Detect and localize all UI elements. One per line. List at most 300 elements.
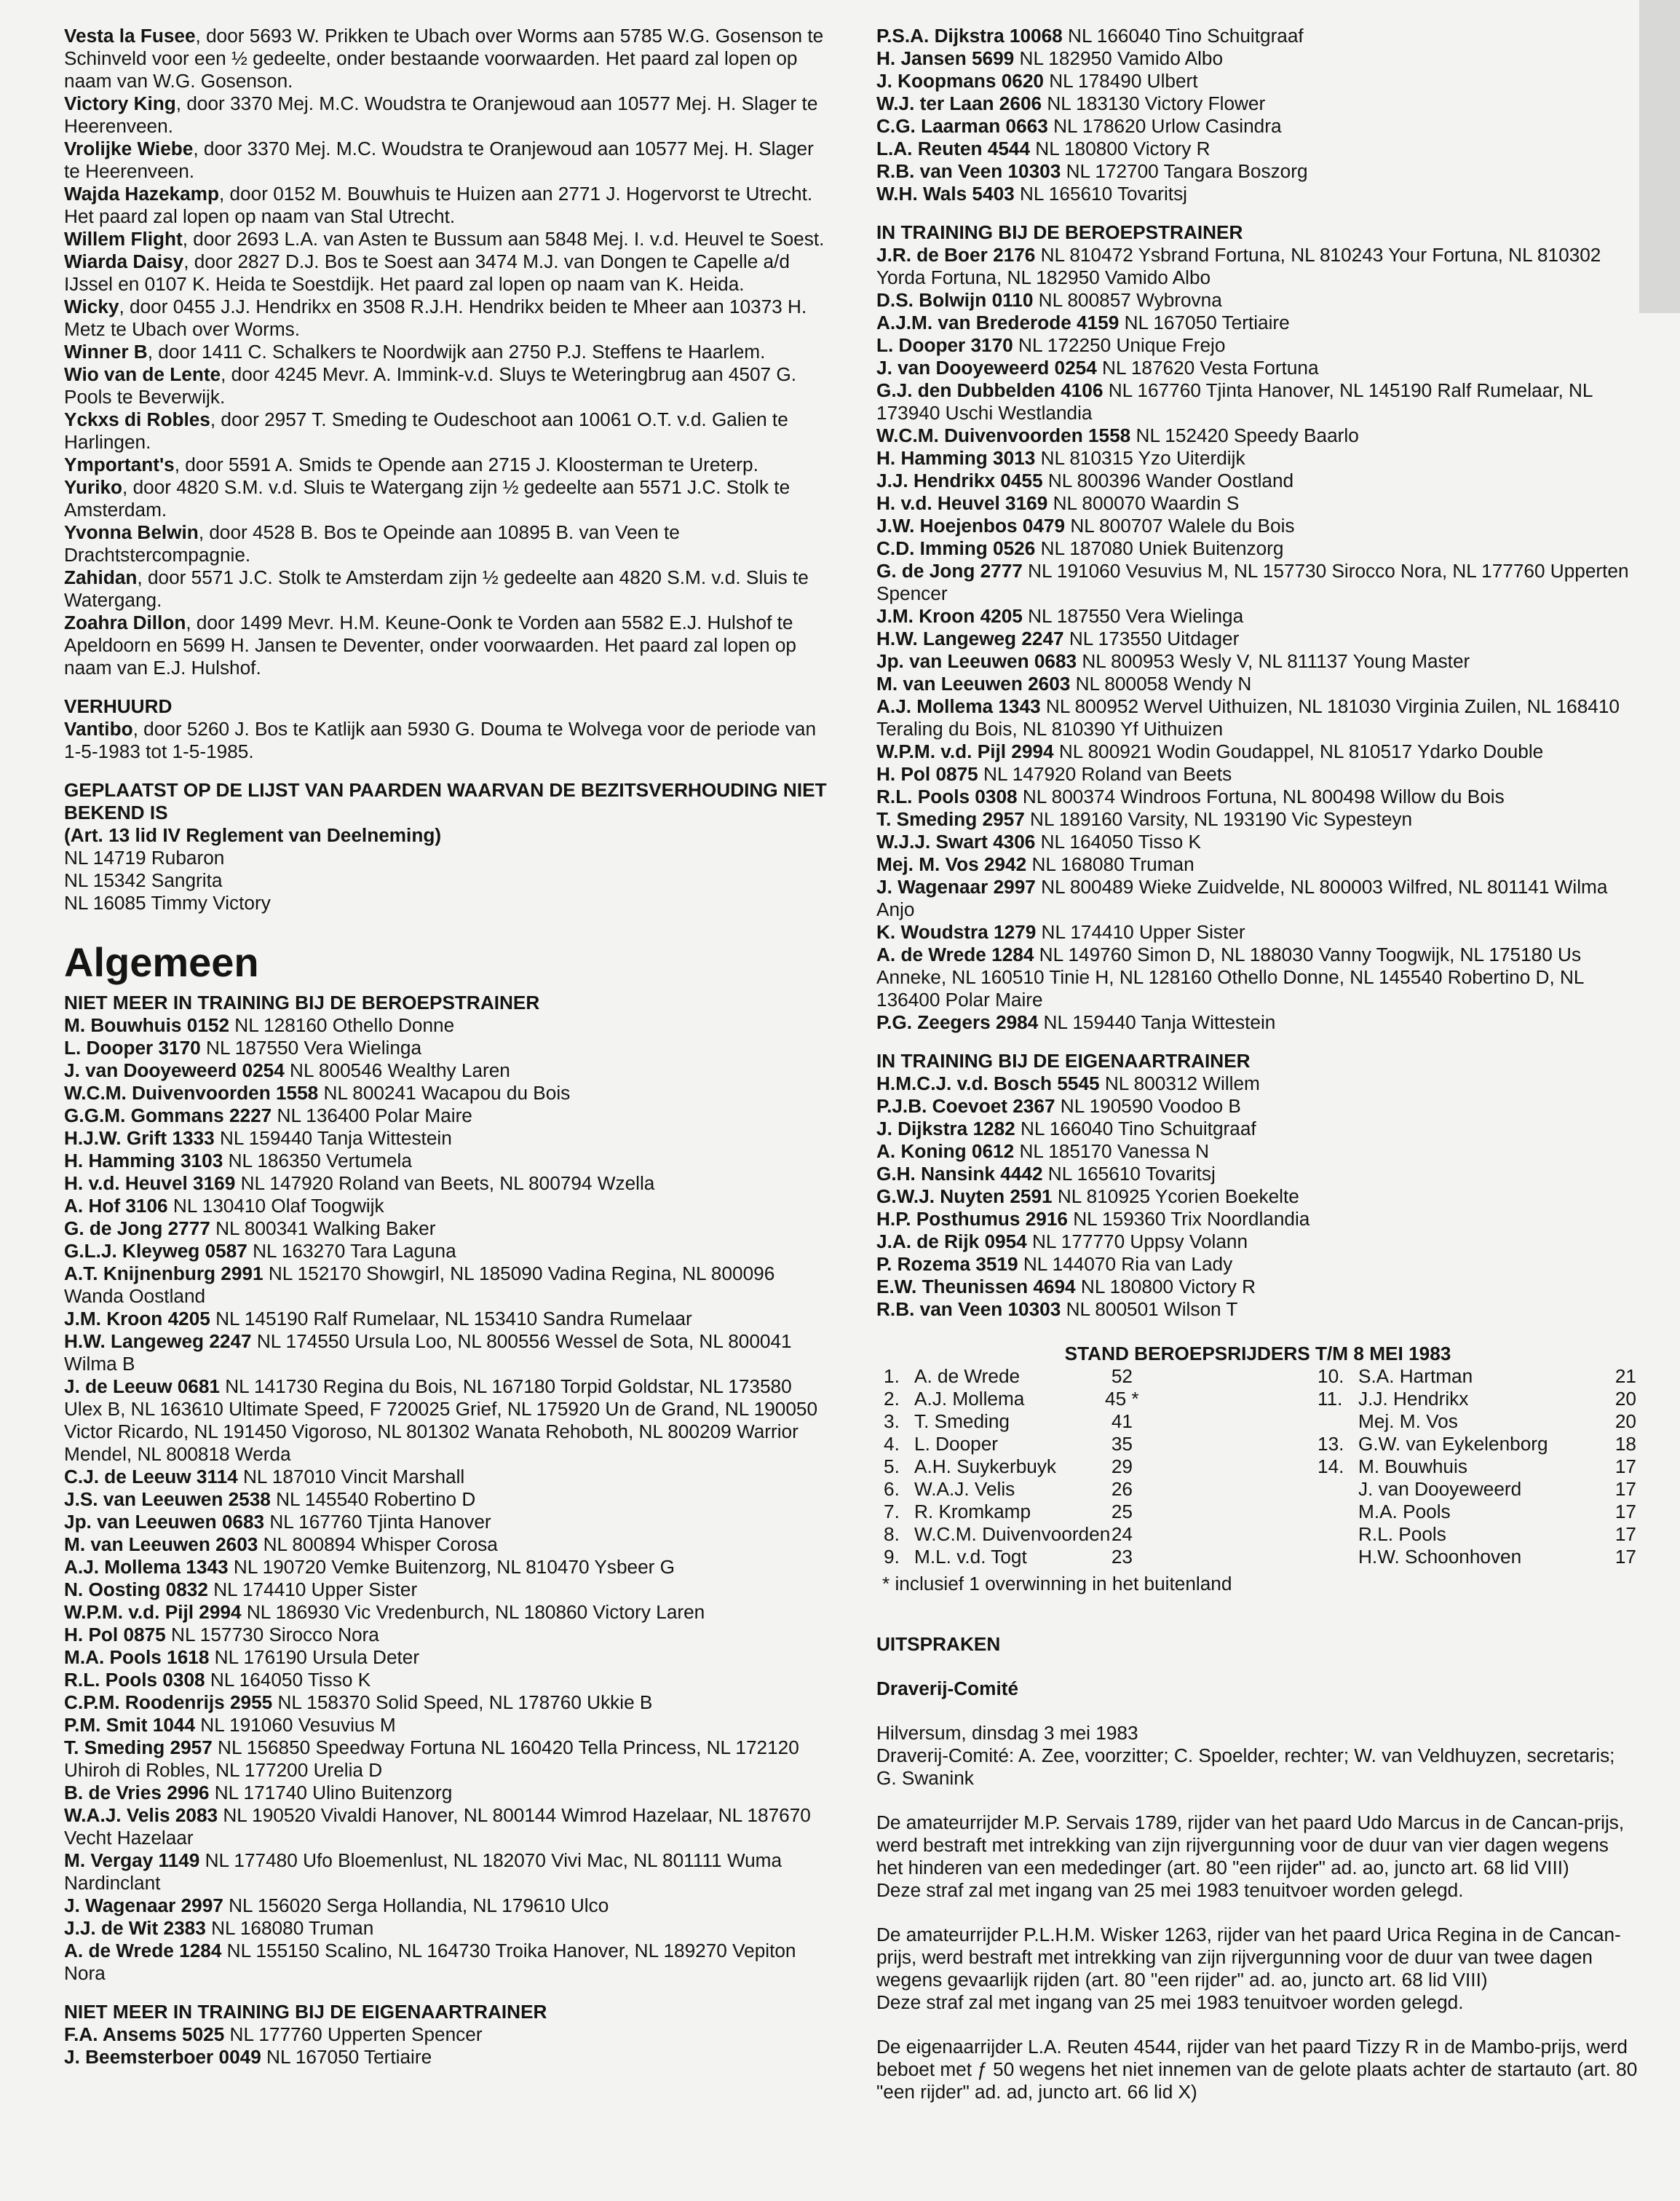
entry-name: Jp. van Leeuwen 0683 [64, 1511, 265, 1533]
entry-text: , door 5571 J.C. Stolk te Amsterdam zijn ½ gedeelte aan 4820 S.M. v.d. Sluis te Watergang. [64, 566, 809, 611]
entry-name: Wicky [64, 296, 119, 317]
stand-row [876, 1478, 1639, 1501]
entry-text: NL 172700 Tangara Boszorg [1061, 160, 1308, 182]
uitspraken-heading: UITSPRAKEN [876, 1633, 1001, 1655]
entry-name: Zahidan [64, 566, 138, 588]
algemeen-title: Algemeen [64, 939, 259, 985]
verdict-2: De amateurrijder P.L.H.M. Wisker 1263, rijder van het paard Urica Regina in de Cancan-prijs, werd bestraft met intrekking van zijn rijvergunning voor de duur van twee dagen wegens gevaarlijk rijden (art. 80 "een rijder" ad. ao, juncto art. 68 lid VIII) [876, 1924, 1621, 1991]
list-entry [876, 115, 1639, 138]
stand-wins: 52 [1111, 1365, 1133, 1387]
entry-name: H. Hamming 3103 [64, 1150, 223, 1171]
entry-name: T. Smeding 2957 [876, 808, 1025, 830]
entry-name: J. Dijkstra 1282 [876, 1118, 1015, 1139]
list-entry [64, 1127, 830, 1150]
stand-wins: 17 [1614, 1546, 1636, 1568]
entry-name: A. Hof 3106 [64, 1195, 168, 1217]
list-entry [876, 447, 1639, 470]
list-entry [876, 1208, 1639, 1230]
entry-text: NL 177770 Uppsy Volann [1026, 1230, 1248, 1252]
list-entry [64, 228, 830, 250]
entry-text: NL 187550 Vera Wielinga [1022, 605, 1244, 627]
stand-row [876, 1501, 1639, 1523]
list-entry [64, 1014, 830, 1037]
list-entry [64, 1105, 830, 1127]
continued-list [876, 25, 1639, 205]
entry-name: G.L.J. Kleyweg 0587 [64, 1240, 247, 1262]
meeting-members: Draverij-Comité: A. Zee, voorzitter; C. Spoelder, rechter; W. van Veldhuyzen, secretaris; G. Swanink [876, 1744, 1615, 1789]
entry-name: Wiarda Daisy [64, 250, 184, 272]
list-entry [876, 244, 1639, 289]
entry-text: NL 166040 Tino Schuitgraaf [1062, 25, 1304, 47]
entry-text: , door 4245 Mevr. A. Immink-v.d. Sluys te Weteringbrug aan 4507 G. Pools te Beverwijk. [64, 363, 796, 408]
entry-name: P.M. Smit 1044 [64, 1714, 196, 1736]
stand-wins: 17 [1614, 1501, 1636, 1522]
entry-name: A. de Wrede 1284 [876, 944, 1034, 965]
list-entry: NL 15342 Sangrita [64, 869, 223, 891]
stand-rank: 13. [1318, 1433, 1344, 1455]
list-entry [876, 138, 1639, 160]
entry-name: Wio van de Lente [64, 363, 221, 385]
list-entry [64, 1917, 830, 1940]
entry-text: NL 167760 Tjinta Hanover, NL 145190 Ralf Rumelaar, NL 173940 Uschi Westlandia [876, 379, 1593, 424]
stand-name: M.L. v.d. Togt [914, 1546, 1027, 1568]
entry-text: NL 157730 Sirocco Nora [165, 1624, 379, 1645]
list-entry [876, 183, 1639, 205]
entry-text: NL 128160 Othello Donne [229, 1014, 455, 1036]
list-entry [64, 1488, 830, 1511]
list-entry [64, 1308, 830, 1330]
stand-name: R. Kromkamp [914, 1501, 1031, 1522]
entry-name: A.J. Mollema 1343 [64, 1556, 229, 1578]
list-entry [64, 476, 830, 521]
entry-name: H. v.d. Heuvel 3169 [64, 1172, 236, 1194]
entry-name: W.C.M. Duivenvoorden 1558 [876, 424, 1131, 446]
entry-text: NL 186350 Vertumela [223, 1150, 412, 1171]
list-entry [876, 1011, 1639, 1034]
entry-name: G.J. den Dubbelden 4106 [876, 379, 1104, 401]
stand-wins: 25 [1111, 1501, 1133, 1522]
entry-text: NL 164050 Tisso K [1035, 831, 1201, 853]
entry-text: , door 4528 B. Bos te Opeinde aan 10895 B. van Veen te Drachtstercompagnie. [64, 521, 680, 566]
entry-name: J. van Dooyeweerd 0254 [64, 1059, 285, 1081]
list-entry [64, 138, 830, 183]
stand-rank: 11. [1318, 1388, 1343, 1410]
list-entry [876, 357, 1639, 379]
verhuurd-list [64, 718, 830, 763]
entry-text: NL 810472 Ysbrand Fortuna, NL 810243 Your Fortuna, NL 810302 Yorda Fortuna, NL 182950 Vamido Albo [876, 244, 1601, 288]
verdict-2-note: Deze straf zal met ingang van 25 mei 1983 tenuitvoer worden gelegd. [876, 1991, 1464, 2013]
entry-name: W.J.J. Swart 4306 [876, 831, 1036, 853]
entry-text: , door 5260 J. Bos te Katlijk aan 5930 G. Douma te Wolvega voor de periode van 1-5-1983 tot 1-5-1985. [64, 718, 817, 762]
stand-wins: 20 [1614, 1410, 1636, 1432]
entry-name: K. Woudstra 1279 [876, 921, 1037, 943]
stand-row [876, 1410, 1639, 1433]
entry-text: NL 180800 Victory R [1075, 1276, 1256, 1297]
list-entry [876, 515, 1639, 537]
entry-name: R.L. Pools 0308 [64, 1669, 205, 1691]
entry-text: NL 189160 Varsity, NL 193190 Vic Sypesteyn [1024, 808, 1413, 830]
list-entry [64, 341, 830, 363]
entry-text: NL 159360 Trix Noordlandia [1067, 1208, 1310, 1230]
entry-text: NL 800489 Wieke Zuidvelde, NL 800003 Wilfred, NL 801141 Wilma Anjo [876, 876, 1608, 920]
entry-name: W.P.M. v.d. Pijl 2994 [64, 1601, 242, 1623]
entry-name: P.G. Zeegers 2984 [876, 1011, 1039, 1033]
stand-row [876, 1523, 1639, 1546]
list-entry [64, 2023, 830, 2046]
entry-text: NL 190590 Voodoo B [1055, 1095, 1241, 1117]
list-entry [64, 1736, 830, 1782]
entry-name: G.W.J. Nuyten 2591 [876, 1185, 1053, 1207]
stand-name: M.A. Pools [1358, 1501, 1451, 1522]
list-entry [876, 1185, 1639, 1208]
list-entry [876, 312, 1639, 334]
stand-name: S.A. Hartman [1358, 1365, 1473, 1387]
entry-text: NL 165610 Tovaritsj [1042, 1163, 1216, 1185]
entry-name: J.S. van Leeuwen 2538 [64, 1488, 271, 1510]
entry-text: NL 174550 Ursula Loo, NL 800556 Wessel de Sota, NL 800041 Wilma B [64, 1330, 792, 1375]
stand-wins: 17 [1614, 1523, 1636, 1545]
list-entry [876, 650, 1639, 673]
entry-text: NL 800952 Wervel Uithuizen, NL 181030 Virginia Zuilen, NL 168410 Teraling du Bois, NL 810390 Yf Uithuizen [876, 695, 1620, 740]
stand-table [876, 1365, 1639, 1573]
entry-text: , door 2827 D.J. Bos te Soest aan 3474 M.J. van Dongen te Capelle a/d IJssel en 0107 K. Heida te Soestdijk. Het paard zal lopen op naam van K. Heida. [64, 250, 790, 295]
list-entry [64, 1262, 830, 1308]
list-entry [876, 628, 1639, 650]
entry-text: NL 171740 Ulino Buitenzorg [209, 1782, 453, 1803]
list-entry [64, 25, 830, 92]
niet-eigen-list [64, 2023, 830, 2068]
verhuurd-heading: VERHUURD [64, 695, 173, 717]
list-entry [64, 1804, 830, 1849]
entry-text: NL 145540 Robertino D [270, 1488, 476, 1510]
verdict-3: De eigenaarrijder L.A. Reuten 4544, rijder van het paard Tizzy R in de Mambo-prijs, werd beboet met ƒ 50 wegens het niet innemen van de gelote plaats achter de startauto (art. 80 "een rijder" ad. ad, juncto art. 66 lid X) [876, 2036, 1638, 2103]
entry-name: P.J.B. Coevoet 2367 [876, 1095, 1055, 1117]
stand-row [876, 1455, 1639, 1478]
entry-name: M. Bouwhuis 0152 [64, 1014, 230, 1036]
list-entry [876, 1072, 1639, 1095]
list-entry [64, 1940, 830, 1985]
entry-name: C.D. Imming 0526 [876, 537, 1036, 559]
lijst-subheading: (Art. 13 lid IV Reglement van Deelneming) [64, 824, 442, 846]
meeting-date: Hilversum, dinsdag 3 mei 1983 [876, 1722, 1138, 1744]
entry-name: Ymportant's [64, 454, 175, 475]
list-entry [64, 718, 830, 763]
entry-text: NL 178620 Urlow Casindra [1047, 115, 1282, 137]
entry-text: NL 158370 Solid Speed, NL 178760 Ukkie B [272, 1691, 653, 1713]
entry-name: J.M. Kroon 4205 [876, 605, 1023, 627]
list-entry [64, 250, 830, 296]
list-entry [64, 1466, 830, 1488]
entry-name: J. Wagenaar 2997 [64, 1894, 223, 1916]
list-entry [64, 1240, 830, 1262]
entry-name: F.A. Ansems 5025 [64, 2023, 225, 2045]
entry-text: NL 147920 Roland van Beets [978, 763, 1232, 785]
eigen-heading: IN TRAINING BIJ DE EIGENAARTRAINER [876, 1050, 1251, 1072]
stand-wins: 21 [1614, 1365, 1636, 1387]
list-entry [876, 740, 1639, 763]
entry-text: NL 800241 Wacapou du Bois [318, 1082, 571, 1104]
list-entry [876, 1140, 1639, 1163]
list-entry: NL 14719 Rubaron [64, 847, 225, 869]
entry-text: NL 800707 Walele du Bois [1065, 515, 1295, 537]
stand-rank: 5. [884, 1455, 900, 1477]
entry-name: Willem Flight [64, 228, 183, 250]
verdict-1-note: Deze straf zal met ingang van 25 mei 1983 tenuitvoer worden gelegd. [876, 1879, 1464, 1901]
list-entry [876, 537, 1639, 560]
entry-text: NL 156020 Serga Hollandia, NL 179610 Ulco [223, 1894, 609, 1916]
entry-text: NL 159440 Tanja Wittestein [214, 1127, 452, 1149]
right-column [876, 25, 1639, 2103]
entry-name: G.H. Nansink 4442 [876, 1163, 1043, 1185]
entry-text: NL 187620 Vesta Fortuna [1096, 357, 1319, 379]
list-entry [64, 1669, 830, 1691]
entry-name: B. de Vries 2996 [64, 1782, 210, 1803]
entry-text: NL 144070 Ria van Lady [1018, 1253, 1233, 1275]
entry-text: NL 800894 Whisper Corosa [258, 1533, 498, 1555]
stand-footnote: * inclusief 1 overwinning in het buitenland [882, 1573, 1232, 1595]
entry-name: Mej. M. Vos 2942 [876, 853, 1027, 875]
entry-text: , door 5591 A. Smids te Opende aan 2715 J. Kloosterman te Ureterp. [174, 454, 758, 475]
entry-name: Wajda Hazekamp [64, 183, 219, 205]
list-entry [876, 1118, 1639, 1140]
stand-rank: 2. [884, 1388, 900, 1410]
list-entry [876, 92, 1639, 115]
entry-name: G. de Jong 2777 [64, 1217, 210, 1239]
entry-text: NL 145190 Ralf Rumelaar, NL 153410 Sandra Rumelaar [210, 1308, 692, 1329]
entry-text: NL 159440 Tanja Wittestein [1038, 1011, 1276, 1033]
list-entry [64, 92, 830, 138]
stand-row [876, 1433, 1639, 1455]
entry-name: G.G.M. Gommans 2227 [64, 1105, 272, 1126]
entry-text: NL 187080 Uniek Buitenzorg [1035, 537, 1284, 559]
list-entry [876, 808, 1639, 831]
list-entry [876, 70, 1639, 92]
list-entry: NL 16085 Timmy Victory [64, 892, 271, 914]
transfer-list [64, 25, 830, 679]
entry-text: , door 2957 T. Smeding te Oudeschoot aan 10061 O.T. v.d. Galien te Harlingen. [64, 408, 788, 453]
entry-name: T. Smeding 2957 [64, 1736, 213, 1758]
list-entry [876, 944, 1639, 1011]
entry-text: NL 177480 Ufo Bloemenlust, NL 182070 Vivi Mac, NL 801111 Wuma Nardinclant [64, 1849, 782, 1894]
list-entry [64, 1172, 830, 1195]
list-entry [64, 1646, 830, 1669]
entry-text: , door 3370 Mej. M.C. Woudstra te Oranjewoud aan 10577 Mej. H. Slager te Heerenveen. [64, 138, 814, 182]
stand-wins: 41 [1111, 1410, 1133, 1432]
entry-text: NL 174410 Upper Sister [1036, 921, 1245, 943]
entry-name: P. Rozema 3519 [876, 1253, 1018, 1275]
entry-name: A. Koning 0612 [876, 1140, 1015, 1162]
list-entry [64, 1217, 830, 1240]
entry-text: , door 2693 L.A. van Asten te Bussum aan 5848 Mej. I. v.d. Heuvel te Soest. [182, 228, 825, 250]
stand-rank: 6. [884, 1478, 900, 1500]
cropped-logo-strip [1639, 0, 1680, 313]
list-entry [876, 1276, 1639, 1298]
entry-text: NL 187550 Vera Wielinga [200, 1037, 422, 1059]
stand-name: A. de Wrede [914, 1365, 1021, 1387]
entry-text: NL 149760 Simon D, NL 188030 Vanny Toogwijk, NL 175180 Us Anneke, NL 160510 Tinie H, NL 128160 Othello Donne, NL 145540 Robertino D, NL 136400 Polar Maire [876, 944, 1584, 1011]
list-entry [64, 1601, 830, 1624]
stand-rank: 14. [1318, 1455, 1344, 1477]
entry-text: NL 800058 Wendy N [1070, 673, 1252, 695]
eigen-list [876, 1072, 1639, 1321]
entry-text: , door 0455 J.J. Hendrikx en 3508 R.J.H. Hendrikx beiden te Mheer aan 10373 H. Metz te Ubach over Worms. [64, 296, 807, 340]
entry-name: Zoahra Dillon [64, 612, 186, 633]
list-entry [876, 1163, 1639, 1185]
entry-text: NL 167050 Tertiaire [261, 2046, 432, 2068]
verdict-1: De amateurrijder M.P. Servais 1789, rijder van het paard Udo Marcus in de Cancan-prijs, werd bestraft met intrekking van zijn rijvergunning voor de duur van vier dagen wegens het hinderen van een mededinger (art. 80 "een rijder" ad. ao, juncto art. 68 lid VIII) [876, 1811, 1625, 1878]
entry-name: R.B. van Veen 10303 [876, 160, 1061, 182]
entry-text: NL 800921 Wodin Goudappel, NL 810517 Ydarko Double [1053, 740, 1544, 762]
stand-name: L. Dooper [914, 1433, 999, 1455]
entry-text: NL 810315 Yzo Uiterdijk [1035, 447, 1245, 469]
entry-name: J. Wagenaar 2997 [876, 876, 1036, 898]
stand-name: A.J. Mollema [914, 1388, 1025, 1410]
list-entry [876, 379, 1639, 424]
entry-name: Vesta la Fusee [64, 25, 196, 47]
entry-text: , door 5693 W. Prikken te Ubach over Worms aan 5785 W.G. Gosenson te Schinveld voor een ½ gedeelte, onder bestaande voorwaarden. Het paard zal lopen op naam van W.G. Gosenson. [64, 25, 824, 92]
list-entry [876, 763, 1639, 786]
list-entry [876, 25, 1639, 47]
stand-rank: 4. [884, 1433, 900, 1455]
list-entry [64, 1533, 830, 1556]
stand-rank: 3. [884, 1410, 900, 1432]
entry-name: C.J. de Leeuw 3114 [64, 1466, 238, 1487]
entry-text: NL 174410 Upper Sister [207, 1578, 418, 1600]
entry-name: A.J. Mollema 1343 [876, 695, 1041, 717]
entry-text: NL 800312 Willem [1099, 1072, 1260, 1094]
entry-name: M. Vergay 1149 [64, 1849, 200, 1871]
list-entry [64, 296, 830, 341]
lijst-list [64, 847, 830, 914]
entry-name: H. v.d. Heuvel 3169 [876, 492, 1048, 514]
entry-text: NL 182950 Vamido Albo [1014, 47, 1224, 69]
entry-text: , door 1411 C. Schalkers te Noordwijk aan 2750 P.J. Steffens te Haarlem. [147, 341, 766, 363]
entry-name: Jp. van Leeuwen 0683 [876, 650, 1077, 672]
list-entry [876, 1253, 1639, 1276]
entry-name: H. Hamming 3013 [876, 447, 1036, 469]
stand-wins: 18 [1614, 1433, 1636, 1455]
stand-wins: 45 * [1105, 1388, 1139, 1410]
entry-text: NL 130410 Olaf Toogwijk [167, 1195, 384, 1217]
entry-name: H.J.W. Grift 1333 [64, 1127, 215, 1149]
entry-text: NL 155150 Scalino, NL 164730 Troika Hanover, NL 189270 Vepiton Nora [64, 1940, 796, 1984]
entry-name: J.W. Hoejenbos 0479 [876, 515, 1066, 537]
entry-name: W.C.M. Duivenvoorden 1558 [64, 1082, 319, 1104]
list-entry [64, 1375, 830, 1466]
entry-name: E.W. Theunissen 4694 [876, 1276, 1076, 1297]
stand-name: Mej. M. Vos [1358, 1410, 1458, 1432]
list-entry [64, 1578, 830, 1601]
entry-name: Victory King [64, 92, 176, 114]
lijst-heading: GEPLAATST OP DE LIJST VAN PAARDEN WAARVAN DE BEZITSVERHOUDING NIET BEKEND IS [64, 779, 827, 823]
entry-name: A.T. Knijnenburg 2991 [64, 1262, 264, 1284]
entry-name: A.J.M. van Brederode 4159 [876, 312, 1120, 333]
entry-text: NL 167050 Tertiaire [1119, 312, 1290, 333]
list-entry [64, 1150, 830, 1172]
entry-name: W.H. Wals 5403 [876, 183, 1015, 205]
entry-text: , door 4820 S.M. v.d. Sluis te Watergang zijn ½ gedeelte aan 5571 J.C. Stolk te Amsterdam. [64, 476, 791, 521]
entry-name: Yvonna Belwin [64, 521, 199, 543]
list-entry [64, 1037, 830, 1059]
entry-text: NL 147920 Roland van Beets, NL 800794 Wzella [235, 1172, 655, 1194]
list-entry [64, 1511, 830, 1533]
entry-name: N. Oosting 0832 [64, 1578, 208, 1600]
entry-text: NL 810925 Ycorien Boekelte [1052, 1185, 1299, 1207]
left-column [64, 25, 830, 2068]
entry-text: NL 180800 Victory R [1030, 138, 1211, 159]
list-entry [876, 492, 1639, 515]
entry-name: M.A. Pools 1618 [64, 1646, 210, 1668]
stand-name: R.L. Pools [1358, 1523, 1446, 1545]
entry-name: J. Koopmans 0620 [876, 70, 1044, 92]
stand-name: M. Bouwhuis [1358, 1455, 1467, 1477]
stand-wins: 20 [1614, 1388, 1636, 1410]
entry-name: H. Pol 0875 [64, 1624, 166, 1645]
entry-name: L. Dooper 3170 [876, 334, 1013, 356]
list-entry [876, 695, 1639, 740]
entry-text: NL 172250 Unique Frejo [1013, 334, 1226, 356]
entry-name: J. Beemsterboer 0049 [64, 2046, 261, 2068]
list-entry [64, 1624, 830, 1646]
entry-text: NL 800070 Waardin S [1047, 492, 1240, 514]
entry-text: NL 141730 Regina du Bois, NL 167180 Torpid Goldstar, NL 173580 Ulex B, NL 163610 Ultimate Speed, F 720025 Grief, NL 175920 Un de Grand, NL 190050 Victor Ricardo, NL 191450 Vigoroso, NL 801302 Wanata Rehoboth, NL 800209 Warrior Mendel, NL 800818 Werda [64, 1375, 818, 1465]
entry-name: J. van Dooyeweerd 0254 [876, 357, 1097, 379]
entry-text: NL 800396 Wander Oostland [1042, 470, 1294, 491]
entry-text: NL 800953 Wesly V, NL 811137 Young Master [1077, 650, 1470, 672]
stand-rank: 7. [884, 1501, 900, 1522]
entry-text: NL 187010 Vincit Marshall [237, 1466, 465, 1487]
list-entry [64, 1195, 830, 1217]
entry-text: NL 173550 Uitdager [1063, 628, 1240, 649]
entry-text: NL 191060 Vesuvius M [195, 1714, 396, 1736]
entry-name: Yuriko [64, 476, 123, 498]
entry-name: R.L. Pools 0308 [876, 786, 1018, 807]
list-entry [64, 1782, 830, 1804]
list-entry [876, 876, 1639, 921]
list-entry [876, 605, 1639, 628]
entry-name: Yckxs di Robles [64, 408, 210, 430]
entry-text: NL 136400 Polar Maire [272, 1105, 472, 1126]
list-entry [64, 1894, 830, 1917]
entry-name: C.P.M. Roodenrijs 2955 [64, 1691, 273, 1713]
list-entry [64, 566, 830, 612]
entry-text: NL 168080 Truman [205, 1917, 374, 1939]
entry-text: NL 800501 Wilson T [1061, 1298, 1238, 1320]
entry-name: G. de Jong 2777 [876, 560, 1023, 582]
entry-name: W.J. ter Laan 2606 [876, 92, 1042, 114]
niet-eigen-heading: NIET MEER IN TRAINING BIJ DE EIGENAARTRAINER [64, 2001, 547, 2023]
entry-name: H. Pol 0875 [876, 763, 978, 785]
entry-text: , door 0152 M. Bouwhuis te Huizen aan 2771 J. Hogervorst te Utrecht. Het paard zal lopen op naam van Stal Utrecht. [64, 183, 813, 227]
stand-wins: 23 [1111, 1546, 1133, 1568]
list-entry [64, 363, 830, 408]
entry-text: NL 156850 Speedway Fortuna NL 160420 Tella Princess, NL 172120 Uhiroh di Robles, NL 177200 Urelia D [64, 1736, 799, 1781]
entry-text: NL 800341 Walking Baker [210, 1217, 436, 1239]
stand-name: J.J. Hendrikx [1358, 1388, 1469, 1410]
list-entry [876, 470, 1639, 492]
beroeps-list [876, 244, 1639, 1034]
entry-name: H. Jansen 5699 [876, 47, 1015, 69]
list-entry [876, 1095, 1639, 1118]
list-entry [876, 853, 1639, 876]
list-entry [64, 1330, 830, 1375]
niet-beroeps-heading: NIET MEER IN TRAINING BIJ DE BEROEPSTRAINER [64, 992, 540, 1013]
list-entry [64, 1849, 830, 1894]
stand-row [876, 1388, 1639, 1410]
entry-text: NL 177760 Upperten Spencer [224, 2023, 483, 2045]
list-entry [876, 831, 1639, 853]
list-entry [876, 424, 1639, 447]
